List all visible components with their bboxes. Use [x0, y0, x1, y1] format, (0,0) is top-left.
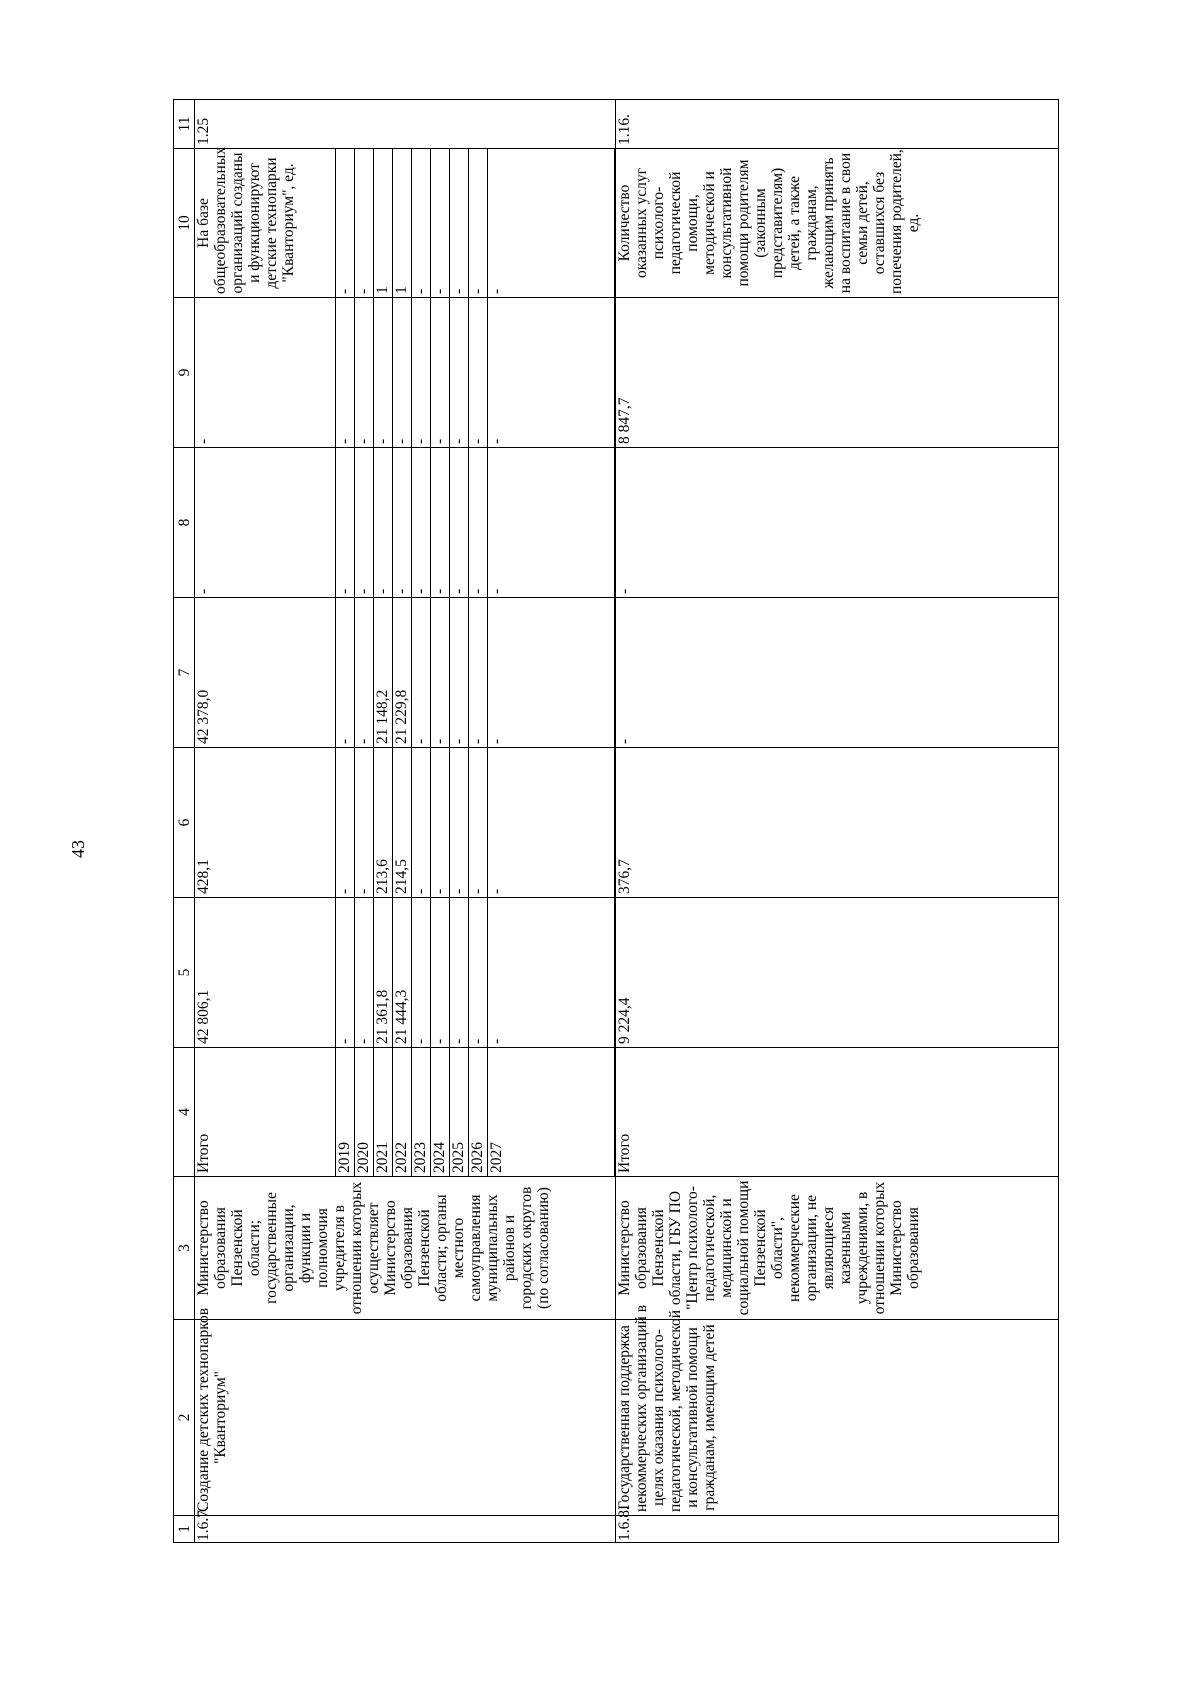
- text-line: Министерство: [195, 1200, 212, 1296]
- text-line: попечения родителей,: [888, 149, 905, 294]
- total-value: -: [616, 598, 1059, 748]
- row-number: 1.6.7.: [195, 1516, 616, 1543]
- value-cell: 21 361,8: [374, 898, 393, 1048]
- value-cell: -: [431, 898, 450, 1048]
- header-cell: 7: [174, 598, 195, 748]
- text-line: педагогической, методической: [667, 1309, 684, 1512]
- year-cell: 2022: [393, 1048, 412, 1177]
- text-line: (законным: [752, 188, 769, 258]
- text-line: организации, не: [803, 1194, 820, 1302]
- text-line: целях оказания психолого-: [650, 1329, 667, 1506]
- value-cell: -: [450, 898, 469, 1048]
- text-line: социальной помощи: [735, 1180, 752, 1316]
- value-cell: -: [355, 298, 374, 448]
- text-line: и функционируют: [246, 163, 263, 283]
- value-cell: -: [488, 298, 615, 448]
- value-cell: -: [412, 448, 431, 598]
- value-cell: 21 148,2: [374, 598, 393, 748]
- total-value: 42 806,1: [195, 898, 336, 1048]
- text-line: Государственная поддержка: [616, 1325, 633, 1510]
- value-cell: 1: [374, 149, 393, 298]
- text-line: оказанных услуг: [633, 167, 650, 279]
- text-line: Пензенской: [416, 1209, 433, 1287]
- value-cell: -: [488, 748, 615, 898]
- value-cell: -: [469, 598, 488, 748]
- executor: [616, 1177, 1059, 1320]
- header-cell: 9: [174, 298, 195, 448]
- text-line: на воспитание в свои: [837, 152, 854, 294]
- header-cell: 11: [174, 100, 195, 149]
- value-cell: -: [431, 598, 450, 748]
- text-line: Министерство: [888, 1200, 905, 1296]
- value-cell: -: [469, 748, 488, 898]
- header-cell: 4: [174, 1048, 195, 1177]
- total-value: 42 378,0: [195, 598, 336, 748]
- value-cell: -: [412, 149, 431, 298]
- indicator-text: [616, 149, 1059, 298]
- header-cell: 2: [174, 1320, 195, 1516]
- total-value: 9 224,4: [616, 898, 1059, 1048]
- value-cell: -: [355, 898, 374, 1048]
- value-cell: -: [450, 149, 469, 298]
- value-cell: -: [469, 448, 488, 598]
- header-cell: 8: [174, 448, 195, 598]
- table-row: [195, 100, 336, 1543]
- text-line: некоммерческих организаций в: [633, 1304, 650, 1512]
- text-line: образования: [399, 1207, 416, 1289]
- value-cell: 213,6: [374, 748, 393, 898]
- table-row: [616, 100, 1059, 1543]
- total-label: Итого: [616, 1048, 1059, 1177]
- text-line: области",: [769, 1217, 786, 1280]
- text-line: образования: [212, 1207, 229, 1289]
- text-line: медицинской и: [718, 1198, 735, 1298]
- value-cell: -: [336, 898, 355, 1048]
- header-cell: 1: [174, 1516, 195, 1543]
- indicator-code: 1.16.: [616, 100, 1059, 149]
- value-cell: 1: [393, 149, 412, 298]
- header-cell: 5: [174, 898, 195, 1048]
- text-line: некоммерческие: [786, 1194, 803, 1302]
- text-line: "Кванториум": [212, 1371, 229, 1464]
- row-number: 1.6.8.: [616, 1516, 1059, 1543]
- year-cell: 2023: [412, 1048, 431, 1177]
- text-line: области;: [246, 1219, 263, 1277]
- text-line: педагогической: [667, 171, 684, 275]
- text-line: детские технопарки: [263, 157, 280, 289]
- value-cell: 214,5: [393, 748, 412, 898]
- text-line: Количество: [616, 184, 633, 262]
- value-cell: -: [450, 598, 469, 748]
- value-cell: -: [450, 748, 469, 898]
- value-cell: -: [488, 149, 615, 298]
- text-line: функции и: [297, 1212, 314, 1284]
- total-value: -: [195, 448, 336, 598]
- text-line: городских округов: [518, 1186, 535, 1310]
- value-cell: -: [374, 448, 393, 598]
- activity-name: [616, 1304, 1059, 1516]
- year-cell: 2020: [355, 1048, 374, 1177]
- text-line: являющиеся: [820, 1206, 837, 1290]
- year-cell: 2027: [488, 1048, 615, 1177]
- value-cell: -: [488, 598, 615, 748]
- text-line: учредителя в: [331, 1205, 348, 1291]
- text-line: самоуправления: [467, 1194, 484, 1302]
- text-line: семьи детей,: [854, 181, 871, 265]
- value-cell: -: [488, 898, 615, 1048]
- total-value: 8 847,7: [616, 298, 1059, 448]
- text-line: казенными: [837, 1211, 854, 1285]
- text-line: методической и: [701, 171, 718, 275]
- text-line: (по согласованию): [535, 1187, 552, 1309]
- text-line: "Центр психолого-: [684, 1186, 701, 1310]
- text-line: общеобразовательных: [212, 146, 229, 294]
- header-cell: 10: [174, 149, 195, 298]
- total-label: Итого: [195, 1048, 336, 1177]
- text-line: образования: [905, 1207, 922, 1289]
- indicator-text: [195, 146, 336, 298]
- value-cell: -: [393, 448, 412, 598]
- value-cell: -: [336, 448, 355, 598]
- value-cell: -: [488, 448, 615, 598]
- text-line: помощи родителям: [735, 159, 752, 287]
- text-line: образования: [633, 1207, 650, 1289]
- year-cell: 2019: [336, 1048, 355, 1177]
- year-cell: 2025: [450, 1048, 469, 1177]
- text-line: организаций созданы: [229, 152, 246, 294]
- text-line: педагогической,: [701, 1194, 718, 1302]
- value-cell: -: [431, 149, 450, 298]
- text-line: местного: [450, 1217, 467, 1279]
- value-cell: -: [355, 598, 374, 748]
- value-cell: -: [355, 149, 374, 298]
- text-line: Пензенской: [229, 1209, 246, 1287]
- header-cell: 3: [174, 1177, 195, 1320]
- value-cell: -: [355, 748, 374, 898]
- text-line: отношении которых: [348, 1181, 365, 1315]
- total-value: 376,7: [616, 748, 1059, 898]
- program-table: [173, 99, 1059, 1543]
- value-cell: -: [469, 298, 488, 448]
- value-cell: -: [393, 298, 412, 448]
- text-line: осуществляет: [365, 1202, 382, 1294]
- text-line: оставшихся без: [871, 171, 888, 275]
- total-value: 428,1: [195, 748, 336, 898]
- text-line: консультативной: [718, 167, 735, 279]
- text-line: психолого-: [650, 186, 667, 260]
- text-line: детей, а также: [786, 176, 803, 270]
- value-cell: -: [431, 448, 450, 598]
- text-line: На базе: [195, 198, 212, 248]
- text-line: гражданам,: [803, 185, 820, 261]
- text-line: муниципальных: [484, 1194, 501, 1302]
- value-cell: 21 229,8: [393, 598, 412, 748]
- value-cell: -: [336, 598, 355, 748]
- text-line: гражданам, имеющим детей: [701, 1324, 718, 1511]
- value-cell: -: [469, 149, 488, 298]
- year-cell: 2026: [469, 1048, 488, 1177]
- value-cell: -: [355, 448, 374, 598]
- text-line: ед.: [905, 213, 922, 233]
- value-cell: -: [336, 298, 355, 448]
- text-line: Пензенской: [650, 1209, 667, 1287]
- text-line: желающим принять: [820, 157, 837, 289]
- value-cell: -: [336, 149, 355, 298]
- total-value: -: [195, 298, 336, 448]
- text-line: Создание детских технопарков: [195, 1307, 212, 1512]
- value-cell: -: [412, 898, 431, 1048]
- text-line: Министерство: [382, 1200, 399, 1296]
- activity-name: [195, 1307, 616, 1516]
- value-cell: -: [412, 598, 431, 748]
- value-cell: -: [450, 298, 469, 448]
- text-line: и консультативной помощи: [684, 1327, 701, 1508]
- text-line: Пензенской: [752, 1209, 769, 1287]
- value-cell: -: [336, 748, 355, 898]
- text-line: области, ГБУ ПО: [667, 1190, 684, 1306]
- executor: [195, 1177, 616, 1320]
- text-line: представителям): [769, 167, 786, 279]
- text-line: помощи,: [684, 194, 701, 252]
- value-cell: -: [431, 298, 450, 448]
- page-number: 43: [68, 840, 88, 858]
- text-line: области; органы: [433, 1194, 450, 1302]
- total-value: -: [616, 448, 1059, 598]
- text-line: "Кванториум", ед.: [280, 163, 297, 283]
- value-cell: -: [450, 448, 469, 598]
- year-cell: 2021: [374, 1048, 393, 1177]
- value-cell: -: [412, 298, 431, 448]
- text-line: отношении которых: [871, 1181, 888, 1315]
- value-cell: 21 444,3: [393, 898, 412, 1048]
- header-row: [174, 100, 195, 1543]
- header-cell: 6: [174, 748, 195, 898]
- text-line: организации,: [280, 1204, 297, 1292]
- text-line: полномочия: [314, 1208, 331, 1288]
- year-cell: 2024: [431, 1048, 450, 1177]
- value-cell: -: [412, 748, 431, 898]
- value-cell: -: [374, 298, 393, 448]
- text-line: районов и: [501, 1214, 518, 1282]
- value-cell: -: [431, 748, 450, 898]
- text-line: Министерство: [616, 1200, 633, 1296]
- indicator-code: 1.25: [195, 100, 616, 149]
- text-line: учреждениями, в: [854, 1191, 871, 1305]
- text-line: государственные: [263, 1192, 280, 1304]
- value-cell: -: [469, 898, 488, 1048]
